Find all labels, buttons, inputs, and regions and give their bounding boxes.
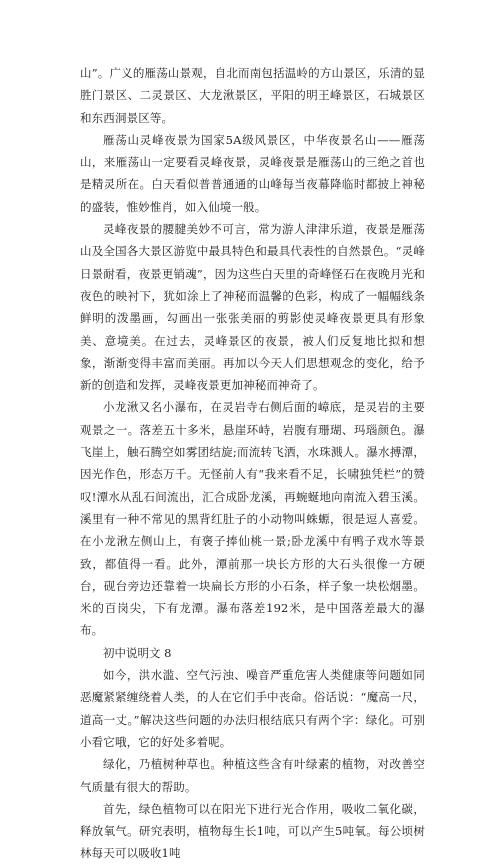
document-body bbox=[80, 62, 425, 865]
paragraph-1: 山”。广义的雁荡山景观，自北而南包括温岭的方山景区，乐清的显胜门景区、二灵景区、大龙湫景区，平阳的明王峰景区，石城景区和东西洞景区等。 bbox=[80, 66, 425, 125]
paragraph-5: 如今，洪水滥、空气污浊、噪音严重危害人类健康等问题如同恶魔紧紧缠绕着人类，的人在它们手中丧命。俗话说：“魔高一尺，道高一丈。”解决这些问题的办法归根结底只有两个字：绿化。可别小看它哦，它的好处多着呢。 bbox=[80, 668, 425, 749]
paragraph-4: 小龙湫又名小瀑布，在灵岩寺右侧后面的嶂底，是灵岩的主要观景之一。落差五十多米，悬崖环峙，岩腹有珊瑚、玛瑙颜色。瀑飞崖上，触石腾空如雾团结旋;而流转飞洒，水珠溅人。瀑水搏潭，因光作色，形态万千。无怪前人有“我来看不足，长啸独凭栏”的赞叹!潭水从乱石间流出，汇合成卧龙溪，再蜿蜒地向南流入碧玉溪。溪里有一种不常见的黑背红肚子的小动物叫蛛螈，很是逗人喜爱。在小龙湫左侧山上，有褒子捧仙桃一景;卧龙溪中有鸭子戏水等景致，都值得一看。此外，潭前那一块长方形的大石头很像一方硬台，砚台旁边还靠着一块扁长方形的小石条，样子象一块松烟墨。米的百岗尖，下有龙潭。瀑布落差192米，是中国落差最大的瀑布。 bbox=[80, 400, 425, 638]
section-heading: 初中说明文 8 bbox=[103, 645, 172, 660]
paragraph-6: 绿化，乃植树种草也。种植这些含有叶绿素的植物，对改善空气质量有很大的帮助。 bbox=[80, 757, 425, 794]
paragraph-2: 雁荡山灵峰夜景为国家5A级风景区，中华夜景名山——雁荡山，来雁荡山一定要看灵峰夜景，灵峰夜景是雁荡山的三绝之首也是精灵所在。白天看似普普通通的山峰每当夜幕降临时都披上神秘的盛装，惟妙惟肖，如入仙境一般。 bbox=[80, 132, 425, 214]
paragraph-7: 首先，绿色植物可以在阳光下进行光合作用，吸收二氧化碳，释放氧气。研究表明，植物每生长1吨，可以产生5吨氧。每公顷树林每天可以吸收1吨 bbox=[80, 801, 425, 861]
paragraph-3: 灵峰夜景的腰腱美妙不可言，常为游人津津乐道，夜景是雁荡山及全国各大景区游览中最具特色和最具代表性的自然景色。“灵峰日景耐看，夜景更销魂”，因为这些白天里的奇峰怪石在夜晚月光和夜色的映衬下，犹如涂上了神秘而温馨的色彩，构成了一幅幅线条鲜明的泼墨画，勾画出一张张美丽的剪影使灵峰夜景更具有形象美、意境美。在过去，灵峰景区的夜景，被人们反复地比拟和想象，渐渐变得丰富而美丽。再加以今天人们思想观念的变化，给予新的创造和发挥，灵峰夜景更加神秘而神奇了。 bbox=[80, 222, 425, 393]
